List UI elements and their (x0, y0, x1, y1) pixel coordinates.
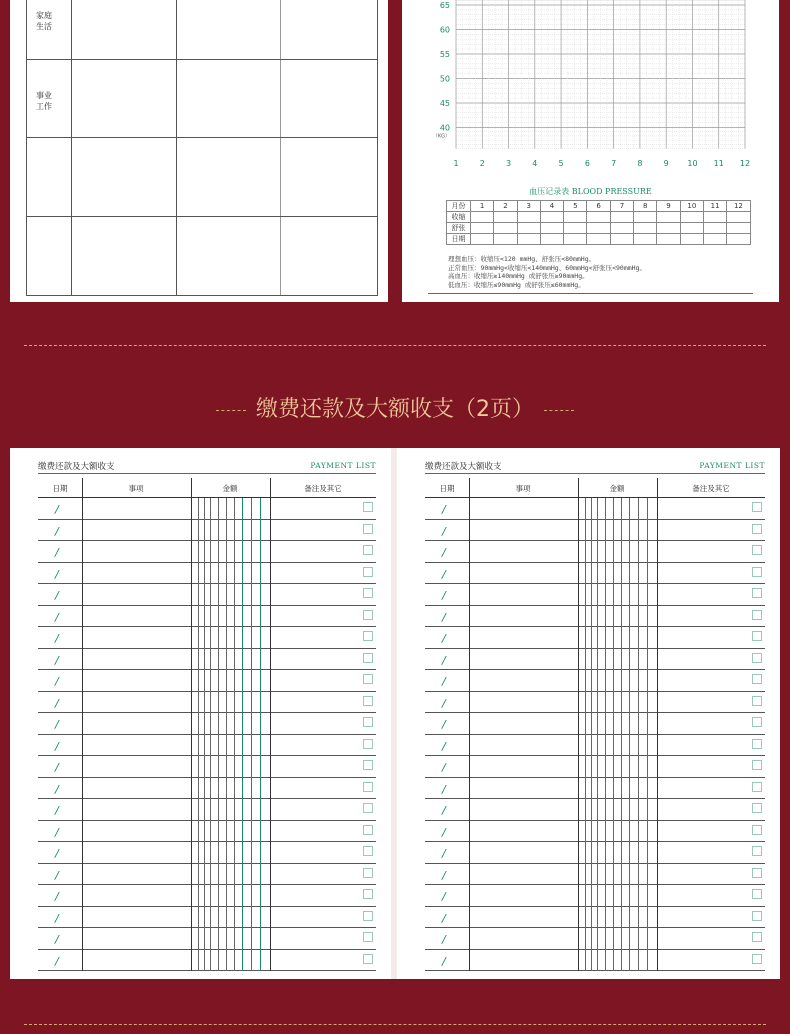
payment-table-header (425, 478, 765, 498)
row-checkbox[interactable] (752, 567, 762, 577)
bp-row (447, 223, 751, 234)
row-checkbox[interactable] (363, 932, 373, 942)
bp-input-cell[interactable] (727, 234, 750, 245)
row-checkbox[interactable] (752, 739, 762, 749)
heading-deco-right (544, 410, 574, 411)
bp-input-cell[interactable] (587, 234, 610, 245)
date-slash: / (55, 567, 59, 581)
table-row[interactable] (38, 864, 376, 886)
planning-grid (26, 0, 378, 296)
x-tick-label: 12 (739, 159, 751, 168)
table-row[interactable] (38, 778, 376, 800)
bp-month-cell: 5 (564, 201, 587, 212)
row-checkbox[interactable] (363, 717, 373, 727)
bp-input-cell[interactable] (587, 212, 610, 223)
date-slash: / (442, 847, 446, 860)
bp-row (447, 212, 751, 223)
table-row[interactable] (38, 670, 376, 692)
date-slash: / (442, 589, 446, 602)
bp-note: 高血压：收缩压≥140mmHg 或舒张压≥90mmHg。 (448, 272, 589, 280)
column-header: 金额 (222, 484, 238, 493)
date-slash: / (55, 675, 59, 688)
date-slash: / (442, 696, 446, 710)
x-tick-label: 10 (687, 159, 698, 168)
bp-input-cell[interactable] (494, 234, 517, 245)
bp-month-cell: 9 (657, 201, 680, 212)
column-divider (638, 498, 639, 971)
date-slash: / (442, 653, 446, 667)
row-checkbox[interactable] (363, 739, 373, 749)
bp-input-cell[interactable] (540, 212, 563, 223)
column-header: 日期 (52, 484, 68, 493)
grid-line (280, 0, 281, 295)
bp-input-cell[interactable] (703, 212, 726, 223)
row-checkbox[interactable] (363, 846, 373, 856)
bp-month-cell: 3 (517, 201, 540, 212)
column-divider (191, 478, 192, 971)
column-divider (204, 498, 205, 971)
row-checkbox[interactable] (363, 674, 373, 684)
grid-line (27, 59, 377, 60)
bp-input-cell[interactable] (610, 223, 633, 234)
table-row[interactable] (425, 885, 765, 907)
column-divider (647, 498, 648, 971)
bp-header-row (447, 201, 751, 212)
bp-input-cell[interactable] (610, 234, 633, 245)
column-divider (578, 478, 579, 971)
row-checkbox[interactable] (363, 760, 373, 770)
column-divider (234, 498, 235, 971)
date-slash: / (55, 696, 59, 710)
grid-line (27, 137, 377, 138)
column-divider (613, 498, 614, 971)
row-checkbox[interactable] (363, 782, 373, 792)
bp-input-cell[interactable] (703, 234, 726, 245)
bp-input-cell[interactable] (540, 234, 563, 245)
date-slash: / (55, 739, 59, 753)
bp-note: 正常血压：90mmHg<收缩压<140mmHg、60mmHg<舒张压<90mmHg。 (448, 263, 646, 272)
date-slash: / (442, 675, 446, 688)
table-row[interactable] (425, 713, 765, 735)
row-checkbox[interactable] (363, 911, 373, 921)
table-row[interactable] (38, 756, 376, 778)
bp-input-cell[interactable] (657, 212, 680, 223)
row-checkbox[interactable] (752, 760, 762, 770)
row-checkbox[interactable] (363, 588, 373, 598)
top-right-page (402, 0, 779, 302)
date-slash: / (442, 890, 446, 903)
column-divider (585, 498, 586, 971)
date-slash: / (442, 761, 446, 774)
date-slash: / (55, 804, 59, 817)
bp-input-cell[interactable] (680, 234, 703, 245)
dashed-divider (24, 345, 766, 346)
table-row[interactable] (425, 498, 765, 520)
payment-title-en: PAYMENT LIST (699, 461, 765, 470)
table-row[interactable] (425, 756, 765, 778)
table-row[interactable] (425, 692, 765, 714)
blood-pressure-title: 血压记录表 BLOOD PRESSURE (529, 187, 652, 196)
row-checkbox[interactable] (363, 502, 373, 512)
bp-row-label: 日期 (447, 234, 471, 245)
bp-input-cell[interactable] (727, 212, 750, 223)
table-row[interactable] (425, 821, 765, 843)
table-row[interactable] (425, 778, 765, 800)
y-tick-label: 60 (439, 25, 450, 35)
table-row[interactable] (38, 713, 376, 735)
y-tick-label: 55 (439, 50, 450, 59)
y-unit-label: （KG） (432, 133, 450, 140)
table-row[interactable] (38, 498, 376, 520)
table-row[interactable] (425, 928, 765, 950)
table-row[interactable] (425, 649, 765, 671)
date-slash: / (442, 632, 446, 645)
date-slash: / (442, 782, 446, 796)
payment-title-en: PAYMENT LIST (310, 461, 376, 470)
payment-page-left (10, 448, 391, 979)
column-header: 金额 (609, 484, 625, 493)
blood-pressure-table (446, 200, 751, 245)
x-tick-label: 11 (713, 159, 724, 168)
date-slash: / (55, 825, 59, 839)
table-row[interactable] (38, 584, 376, 606)
column-divider (270, 478, 271, 971)
column-divider (597, 498, 598, 971)
row-checkbox[interactable] (363, 653, 373, 663)
date-slash: / (442, 567, 446, 581)
row-checkbox[interactable] (363, 524, 373, 534)
section-title: 缴费还款及大额收支（2页） (256, 397, 534, 422)
table-row[interactable] (38, 649, 376, 671)
section-heading (0, 392, 790, 428)
column-divider (657, 478, 658, 971)
date-slash: / (55, 610, 59, 624)
date-slash: / (55, 546, 59, 559)
bp-input-cell[interactable] (471, 223, 494, 234)
bp-input-cell[interactable] (657, 234, 680, 245)
payment-title: 缴费还款及大额收支 (425, 462, 502, 472)
bp-input-cell[interactable] (564, 212, 587, 223)
table-row[interactable] (425, 670, 765, 692)
date-slash: / (55, 761, 59, 774)
bp-input-cell[interactable] (610, 212, 633, 223)
date-slash: / (55, 933, 59, 946)
payment-title: 缴费还款及大额收支 (38, 462, 115, 472)
date-slash: / (55, 718, 59, 731)
top-left-page (10, 0, 388, 302)
row-checkbox[interactable] (363, 696, 373, 706)
x-tick-label: 4 (532, 159, 538, 168)
table-row[interactable] (38, 606, 376, 628)
bp-month-cell: 1 (471, 201, 494, 212)
bp-input-cell[interactable] (680, 223, 703, 234)
bp-input-cell[interactable] (727, 223, 750, 234)
date-slash: / (442, 718, 446, 731)
payment-table (38, 478, 376, 971)
bp-input-cell[interactable] (634, 234, 657, 245)
row-checkbox[interactable] (752, 696, 762, 706)
date-slash: / (55, 589, 59, 602)
row-checkbox[interactable] (363, 631, 373, 641)
row-checkbox[interactable] (752, 717, 762, 727)
column-divider (226, 498, 227, 971)
grid-line (71, 0, 72, 295)
heading-deco-left (216, 410, 246, 411)
table-row[interactable] (425, 563, 765, 585)
bp-note: 理想血压：收缩压<120 mmHg、舒张压<80mmHg。 (448, 255, 596, 263)
x-tick-label: 9 (663, 159, 669, 168)
table-row[interactable] (38, 842, 376, 864)
row-checkbox[interactable] (363, 954, 373, 964)
table-row[interactable] (425, 907, 765, 929)
row-checkbox[interactable] (752, 524, 762, 534)
bp-input-cell[interactable] (471, 212, 494, 223)
bp-input-cell[interactable] (517, 212, 540, 223)
column-divider (605, 498, 606, 971)
column-header: 事项 (128, 484, 144, 493)
column-divider (251, 498, 252, 971)
row-checkbox[interactable] (752, 846, 762, 856)
row-checkbox[interactable] (752, 610, 762, 620)
label-career-work: 事业 工作 (36, 91, 52, 111)
bp-month-cell: 7 (610, 201, 633, 212)
date-slash: / (55, 782, 59, 796)
column-divider (198, 498, 199, 971)
date-slash: / (442, 546, 446, 559)
row-checkbox[interactable] (363, 868, 373, 878)
table-row[interactable] (425, 541, 765, 563)
column-divider (82, 478, 83, 971)
payment-table (425, 478, 765, 971)
bp-note: 低血压：收缩压≤90mmHg 或舒张压≤60mmHg。 (448, 280, 585, 289)
column-header: 备注及其它 (304, 484, 342, 493)
bp-month-cell: 4 (540, 201, 563, 212)
x-tick-label: 1 (453, 159, 459, 168)
row-checkbox[interactable] (752, 932, 762, 942)
y-tick-label: 40 (439, 123, 450, 133)
date-slash: / (55, 632, 59, 645)
y-tick-label: 65 (439, 1, 450, 10)
row-checkbox[interactable] (752, 954, 762, 964)
table-row[interactable] (425, 606, 765, 628)
bottom-rule (428, 293, 753, 294)
date-slash: / (55, 524, 59, 538)
row-checkbox[interactable] (363, 545, 373, 555)
table-row[interactable] (38, 563, 376, 585)
x-tick-label: 2 (479, 159, 485, 168)
bp-input-cell[interactable] (634, 212, 657, 223)
date-slash: / (442, 825, 446, 839)
bp-month-cell: 11 (703, 201, 726, 212)
table-row[interactable] (38, 692, 376, 714)
table-row[interactable] (425, 842, 765, 864)
x-tick-label: 8 (637, 159, 643, 168)
date-slash: / (55, 911, 59, 925)
date-slash: / (55, 653, 59, 667)
row-checkbox[interactable] (752, 674, 762, 684)
bp-input-cell[interactable] (564, 234, 587, 245)
column-divider (218, 498, 219, 971)
grid-line (27, 216, 377, 217)
column-divider (629, 498, 630, 971)
table-row[interactable] (38, 627, 376, 649)
table-row[interactable] (38, 821, 376, 843)
row-checkbox[interactable] (752, 588, 762, 598)
date-slash: / (442, 868, 446, 882)
table-row[interactable] (425, 584, 765, 606)
row-checkbox[interactable] (752, 825, 762, 835)
bp-input-cell[interactable] (587, 223, 610, 234)
table-row[interactable] (38, 950, 376, 972)
blood-pressure-notes (448, 255, 646, 289)
table-row[interactable] (38, 885, 376, 907)
table-row[interactable] (38, 541, 376, 563)
column-header: 备注及其它 (692, 484, 730, 493)
table-row[interactable] (38, 799, 376, 821)
column-divider (260, 498, 261, 971)
table-row[interactable] (38, 735, 376, 757)
bp-input-cell[interactable] (703, 223, 726, 234)
bp-input-cell[interactable] (540, 223, 563, 234)
date-slash: / (55, 503, 59, 516)
date-slash: / (442, 911, 446, 925)
date-slash: / (442, 954, 446, 968)
row-checkbox[interactable] (752, 782, 762, 792)
bp-month-cell: 12 (727, 201, 750, 212)
dashed-divider (24, 1024, 766, 1025)
x-tick-label: 3 (505, 159, 512, 168)
column-divider (469, 478, 470, 971)
date-slash: / (442, 503, 446, 516)
bp-input-cell[interactable] (517, 223, 540, 234)
table-row[interactable] (425, 864, 765, 886)
payment-header (38, 460, 376, 474)
x-tick-label: 5 (558, 159, 564, 168)
bp-input-cell[interactable] (517, 234, 540, 245)
bp-row-label: 收缩 (447, 212, 471, 223)
row-checkbox[interactable] (752, 889, 762, 899)
column-header: 事项 (515, 484, 531, 493)
table-row[interactable] (425, 627, 765, 649)
payment-page-right (397, 448, 780, 979)
bp-input-cell[interactable] (471, 234, 494, 245)
bp-input-cell[interactable] (634, 223, 657, 234)
date-slash: / (55, 868, 59, 882)
bp-month-label: 月份 (447, 201, 471, 212)
bp-input-cell[interactable] (680, 212, 703, 223)
table-row[interactable] (38, 520, 376, 542)
bp-month-cell: 2 (494, 201, 517, 212)
column-divider (242, 498, 243, 971)
row-checkbox[interactable] (363, 825, 373, 835)
weight-chart (402, 0, 779, 175)
bp-month-cell: 8 (634, 201, 657, 212)
column-divider (621, 498, 622, 971)
table-row[interactable] (425, 735, 765, 757)
table-row[interactable] (425, 799, 765, 821)
date-slash: / (442, 739, 446, 753)
label-family-life: 家庭 生活 (36, 11, 52, 31)
bp-input-cell[interactable] (564, 223, 587, 234)
row-checkbox[interactable] (752, 653, 762, 663)
bp-row-label: 舒张 (447, 223, 471, 234)
bp-input-cell[interactable] (494, 223, 517, 234)
date-slash: / (442, 933, 446, 946)
date-slash: / (55, 847, 59, 860)
table-row[interactable] (425, 520, 765, 542)
table-row[interactable] (38, 907, 376, 929)
row-checkbox[interactable] (363, 567, 373, 577)
bp-input-cell[interactable] (657, 223, 680, 234)
table-row[interactable] (38, 928, 376, 950)
bp-row (447, 234, 751, 245)
row-checkbox[interactable] (752, 868, 762, 878)
bp-month-cell: 6 (587, 201, 610, 212)
column-header: 日期 (439, 484, 455, 493)
date-slash: / (442, 610, 446, 624)
y-tick-label: 50 (439, 74, 450, 84)
payment-table-header (38, 478, 376, 498)
x-tick-label: 7 (611, 159, 617, 168)
bp-month-cell: 10 (680, 201, 703, 212)
row-checkbox[interactable] (363, 610, 373, 620)
table-row[interactable] (425, 950, 765, 972)
column-divider (210, 498, 211, 971)
row-checkbox[interactable] (752, 545, 762, 555)
row-checkbox[interactable] (752, 911, 762, 921)
date-slash: / (55, 890, 59, 903)
payment-header (425, 460, 765, 474)
row-checkbox[interactable] (752, 502, 762, 512)
bp-input-cell[interactable] (494, 212, 517, 223)
date-slash: / (442, 524, 446, 538)
x-tick-label: 6 (584, 159, 590, 168)
row-checkbox[interactable] (363, 803, 373, 813)
date-slash: / (442, 804, 446, 817)
y-tick-label: 45 (439, 99, 450, 108)
row-checkbox[interactable] (752, 631, 762, 641)
row-checkbox[interactable] (363, 889, 373, 899)
row-checkbox[interactable] (752, 803, 762, 813)
grid-line (176, 0, 177, 295)
date-slash: / (55, 954, 59, 968)
column-divider (591, 498, 592, 971)
